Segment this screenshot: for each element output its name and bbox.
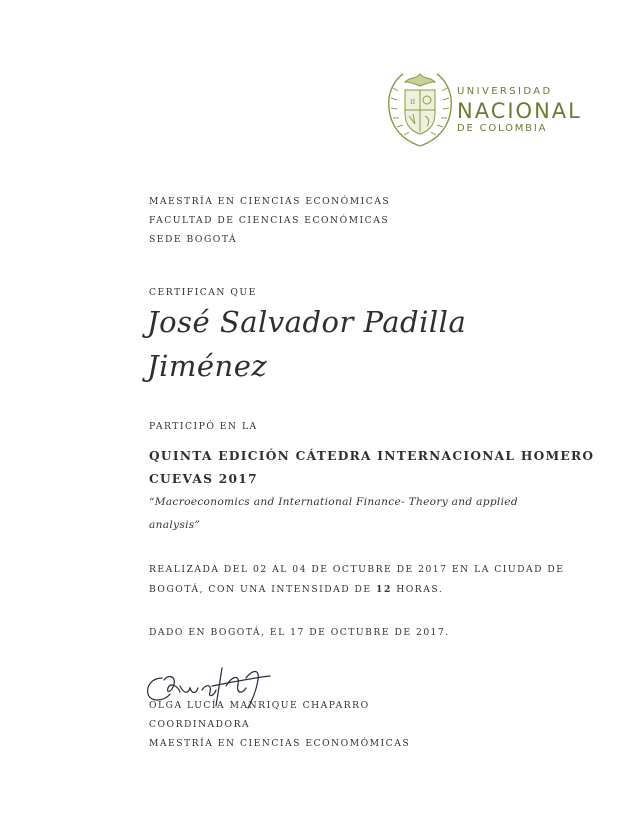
event-title-line-2: CUEVAS 2017 [149, 472, 258, 486]
event-subtitle-line-1: “Macroeconomics and International Finance- Theory and applied [149, 496, 518, 508]
certify-label: CERTIFICAN QUE [149, 287, 257, 298]
recipient-name-line-1: José Salvador Padilla [147, 305, 467, 339]
event-location-hours [149, 584, 443, 595]
event-subtitle-line-2: analysis” [149, 519, 201, 531]
university-logo [383, 68, 583, 158]
signatory-unit: MAESTRÍA EN CIENCIAS ECONOMÓMICAS [149, 738, 411, 749]
svg-text:π: π [410, 97, 416, 106]
issued-date: DADO EN BOGOTÁ, EL 17 DE OCTUBRE DE 2017. [149, 627, 450, 638]
campus-name: SEDE BOGOTÁ [149, 234, 238, 245]
event-title-line-1: QUINTA EDICIÓN CÁTEDRA INTERNACIONAL HOMERO [149, 449, 595, 463]
logo-line-2: NACIONAL [457, 99, 582, 123]
participation-label: PARTICIPÓ EN LA [149, 421, 258, 432]
faculty-name: FACULTAD DE CIENCIAS ECONÓMICAS [149, 215, 390, 226]
event-dates: REALIZADA DEL 02 AL 04 DE OCTUBRE DE 2017 EN LA CIUDAD DE [149, 564, 565, 575]
hours-value: 12 [376, 584, 392, 595]
signatory-name: OLGA LUCÍA MANRIQUE CHAPARRO [149, 700, 370, 711]
university-name [457, 86, 582, 135]
recipient-name-line-2: Jiménez [147, 349, 268, 383]
logo-line-1: UNIVERSIDAD [457, 86, 553, 97]
program-name: MAESTRÍA EN CIENCIAS ECONÓMICAS [149, 196, 391, 207]
logo-line-3: DE COLOMBIA [457, 123, 548, 134]
signatory-role: COORDINADORA [149, 719, 251, 730]
university-seal-icon [383, 68, 457, 150]
details-suffix: HORAS. [391, 584, 444, 595]
details-prefix: BOGOTÁ, CON UNA INTENSIDAD DE [149, 584, 377, 595]
